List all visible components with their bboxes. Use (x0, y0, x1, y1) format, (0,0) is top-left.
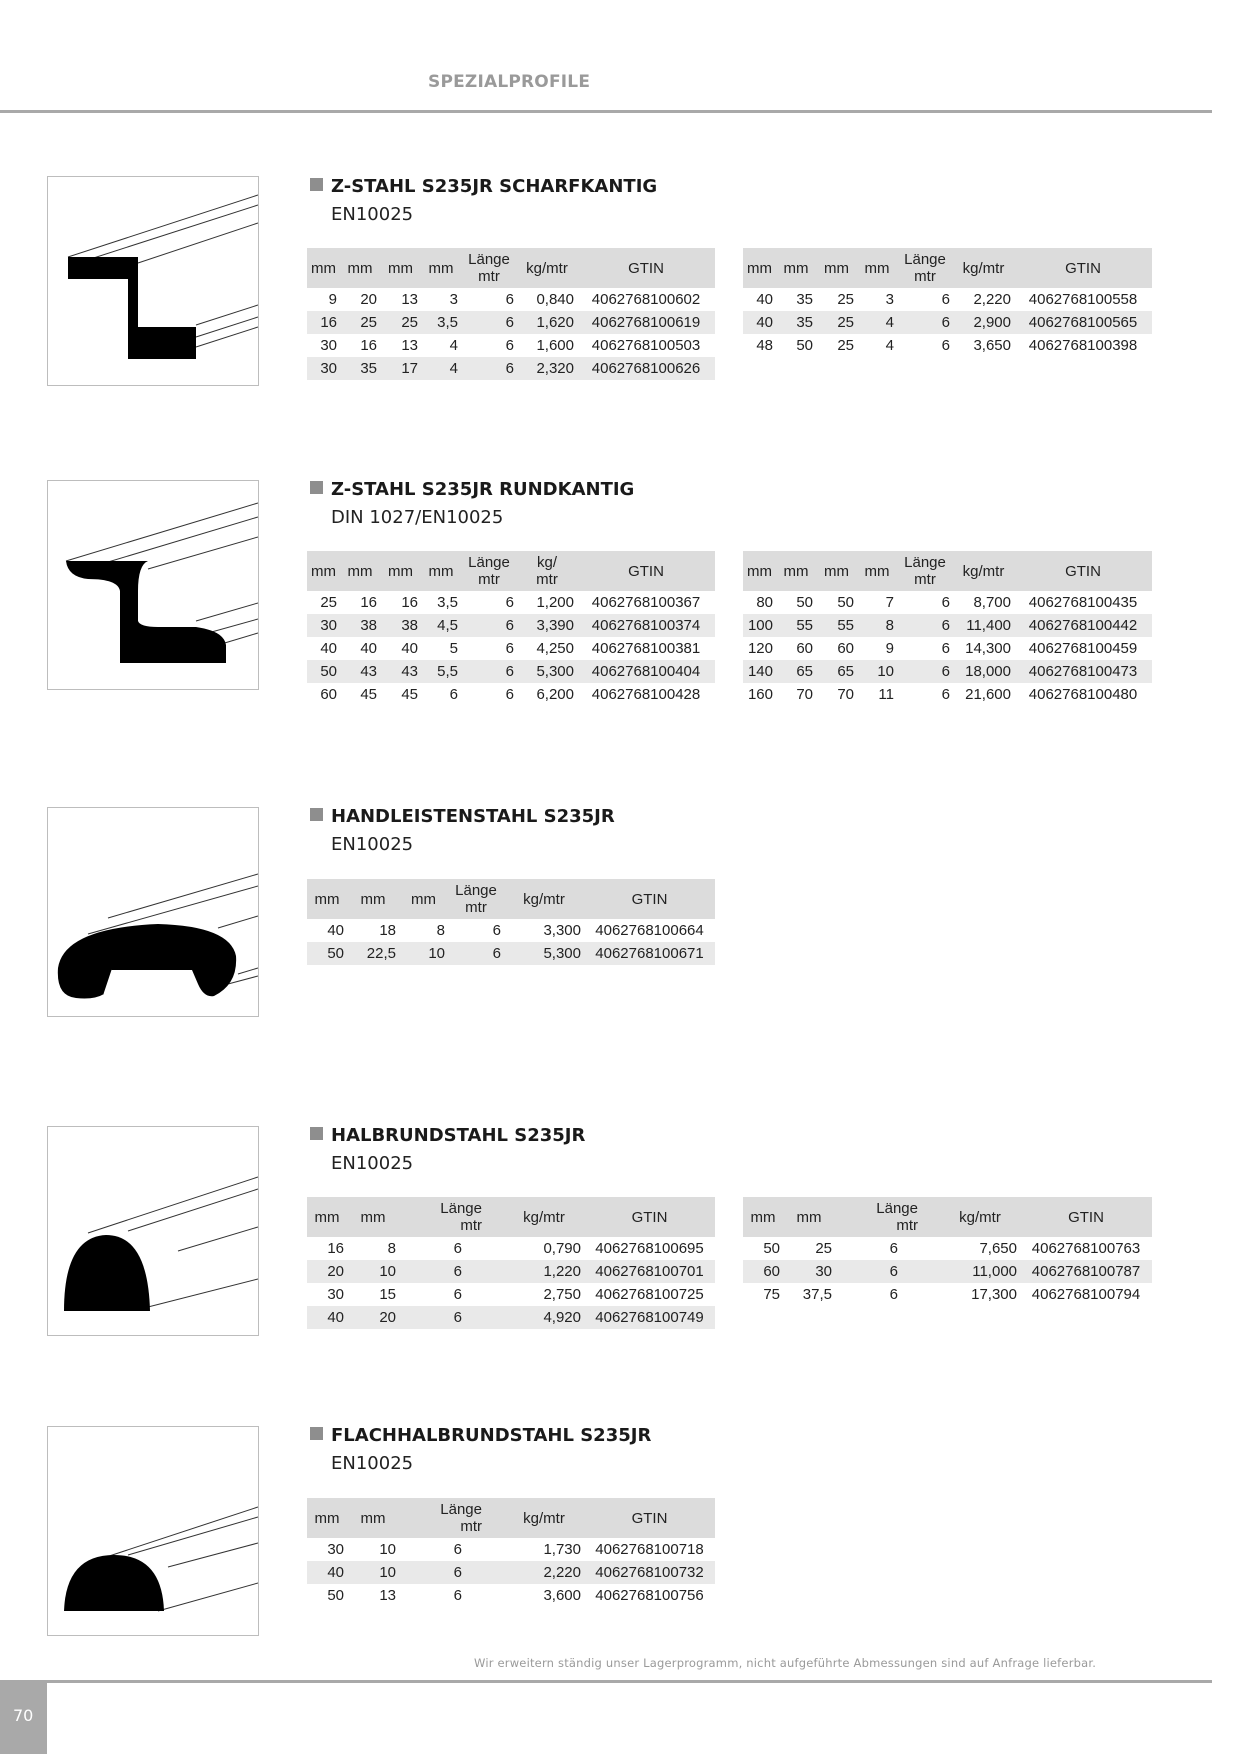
table-cell: 70 (837, 686, 854, 703)
table-cell: 3 (449, 291, 458, 308)
table-cell: 2,750 (543, 1286, 581, 1303)
table-body (743, 1237, 1152, 1306)
table-cell: 6 (453, 1286, 462, 1303)
table-row (743, 288, 1152, 311)
table-cell: 37,5 (802, 1286, 832, 1303)
gtin-cell: 4062768100367 (591, 594, 701, 611)
table-cell: 45 (360, 686, 377, 703)
table-cell: 4,920 (504, 1306, 584, 1329)
table-cell: 50 (327, 1587, 344, 1604)
table-cell: 25 (320, 594, 337, 611)
table-cell: 38 (340, 614, 380, 637)
table-cell: 6 (505, 640, 514, 657)
table-cell: 16 (327, 1240, 344, 1257)
table-cell: 30 (307, 614, 340, 637)
table-cell: 3,5 (437, 594, 458, 611)
table-cell: 4,5 (421, 614, 461, 637)
table-cell: 50 (307, 660, 340, 683)
table-cell: 8 (436, 922, 445, 939)
table-cell: 6 (941, 640, 950, 657)
table-cell: 6 (461, 660, 517, 683)
table-cell: 6 (835, 1260, 940, 1283)
section-norm: EN10025 (331, 204, 414, 225)
table-cell: 2,320 (517, 357, 577, 380)
table-cell: 30 (327, 1286, 344, 1303)
table-cell: 30 (320, 337, 337, 354)
table-cell: 65 (776, 660, 816, 683)
table-cell: 40 (360, 640, 377, 657)
table-cell: 10 (379, 1541, 396, 1558)
table-cell: 0,840 (536, 291, 574, 308)
gtin-cell: 4062768100695 (595, 1240, 704, 1257)
table-cell: 30 (327, 1541, 344, 1558)
table-cell: 120 (747, 640, 773, 657)
spec-table-right: mm mm mm mm Länge mtr kg/mtr GTIN 40 35 25 3 6 2,220 4062768100558 40 35 25 4 6 2,900 4062768100565 48 50 25 4 6 3,650 4062768100398 (743, 248, 1152, 357)
table-cell: 3,300 (543, 922, 581, 939)
table-cell: 0,790 (543, 1240, 581, 1257)
gtin-cell: 4062768100480 (1028, 686, 1138, 703)
half-round-profile-icon (47, 1126, 259, 1336)
section-norm: EN10025 (331, 834, 414, 855)
table-row (307, 942, 715, 965)
table-cell: 9 (885, 640, 894, 657)
gtin-cell: 4062768100671 (584, 942, 715, 965)
gtin-cell: 4062768100794 (1031, 1286, 1141, 1303)
table-cell: 6 (941, 337, 950, 354)
table-cell: 50 (796, 594, 813, 611)
header-divider (0, 110, 1212, 113)
table-cell: 60 (837, 640, 854, 657)
table-body (307, 1538, 715, 1607)
table-cell: 17,300 (971, 1286, 1017, 1303)
table-cell: 11 (878, 686, 894, 703)
table-cell: 40 (327, 922, 344, 939)
gtin-cell: 4062768100787 (1020, 1260, 1152, 1283)
table-body (307, 919, 715, 965)
bullet-square-icon (310, 1427, 323, 1440)
table-cell: 35 (340, 357, 380, 380)
table-row (307, 1538, 715, 1561)
section-title: HANDLEISTENSTAHL S235JR (310, 806, 615, 830)
table-cell: 16 (360, 337, 377, 354)
table-row (307, 1283, 715, 1306)
table-cell: 9 (328, 291, 337, 308)
table-cell: 4 (885, 337, 894, 354)
spec-table-left: mm mm Länge mtr kg/mtr GTIN 16 8 6 0,790 4062768100695 20 10 6 1,220 4062768100701 30 15 6 2,750 4062768100725 40 20 6 4,920 4062768100749 (307, 1197, 715, 1329)
table-cell: 18,000 (953, 660, 1014, 683)
table-cell: 6 (505, 291, 514, 308)
table-cell: 6 (889, 1286, 898, 1303)
table-cell: 50 (796, 337, 813, 354)
table-row (307, 614, 715, 637)
table-cell: 8,700 (973, 594, 1011, 611)
table-cell: 14,300 (965, 640, 1011, 657)
spec-table-left: mm mm Länge mtr kg/mtr GTIN 30 10 6 1,730 4062768100718 40 10 6 2,220 4062768100732 50 13 6 3,600 4062768100756 (307, 1498, 715, 1607)
table-cell: 6 (449, 686, 458, 703)
table-body (743, 288, 1152, 357)
section-norm: DIN 1027/EN10025 (331, 507, 504, 528)
handrail-profile-icon (47, 807, 259, 1017)
table-cell: 6 (461, 311, 517, 334)
table-cell: 50 (837, 594, 854, 611)
table-cell: 6 (399, 1260, 504, 1283)
table-body (307, 591, 715, 706)
table-row (743, 1283, 1152, 1306)
spec-table-right: mm mm mm mm Länge mtr kg/mtr GTIN 80 50 50 7 6 8,700 4062768100435 100 55 55 8 6 11,400 4062768100442 120 60 60 9 6 14,300 4062768100459 140 65 65 10 6 18,000 4062768100473 160 70 70 11 6 21,600 4062768100480 (743, 551, 1152, 706)
table-cell: 1,200 (536, 594, 574, 611)
footer-note: Wir erweitern ständig unser Lagerprogramm, nicht aufgeführte Abmessungen sind auf Anfrage lieferbar. (474, 1656, 1097, 1670)
table-cell: 6 (505, 594, 514, 611)
table-cell: 3,600 (543, 1587, 581, 1604)
table-cell: 11,000 (940, 1260, 1020, 1283)
table-cell: 6 (897, 311, 953, 334)
gtin-cell: 4062768100565 (1014, 311, 1152, 334)
table-cell: 5,300 (504, 942, 584, 965)
table-cell: 1,220 (504, 1260, 584, 1283)
table-cell: 18 (379, 922, 396, 939)
table-cell: 2,220 (973, 291, 1011, 308)
table-row (307, 334, 715, 357)
table-cell: 160 (747, 686, 773, 703)
table-cell: 20 (347, 1306, 399, 1329)
table-cell: 25 (340, 311, 380, 334)
table-cell: 6 (453, 1541, 462, 1558)
table-cell: 50 (307, 942, 347, 965)
table-cell: 15 (379, 1286, 396, 1303)
table-row (307, 357, 715, 380)
table-cell: 16 (360, 594, 377, 611)
table-cell: 25 (837, 337, 854, 354)
gtin-cell: 4062768100664 (595, 922, 704, 939)
gtin-cell: 4062768100442 (1014, 614, 1152, 637)
table-cell: 40 (756, 291, 773, 308)
table-row (307, 660, 715, 683)
table-cell: 5,5 (421, 660, 461, 683)
bullet-square-icon (310, 481, 323, 494)
gtin-cell: 4062768100749 (584, 1306, 715, 1329)
table-cell: 17 (380, 357, 421, 380)
gtin-cell: 4062768100725 (595, 1286, 704, 1303)
gtin-cell: 4062768100732 (584, 1561, 715, 1584)
table-row (743, 683, 1152, 706)
gtin-cell: 4062768100381 (591, 640, 701, 657)
page-header-title: SPEZIALPROFILE (428, 72, 591, 92)
table-cell: 2,220 (504, 1561, 584, 1584)
table-cell: 38 (380, 614, 421, 637)
table-row (307, 1561, 715, 1584)
table-cell: 6 (897, 660, 953, 683)
table-row (743, 591, 1152, 614)
gtin-cell: 4062768100602 (591, 291, 701, 308)
table-cell: 6 (399, 1561, 504, 1584)
table-row (307, 1237, 715, 1260)
table-cell: 140 (743, 660, 776, 683)
table-cell: 8 (387, 1240, 396, 1257)
table-cell: 6 (399, 1306, 504, 1329)
page-number-box (0, 1680, 47, 1754)
table-cell: 60 (320, 686, 337, 703)
table-cell: 6 (453, 1240, 462, 1257)
gtin-cell: 4062768100718 (595, 1541, 704, 1558)
gtin-cell: 4062768100756 (595, 1587, 704, 1604)
gtin-cell: 4062768100473 (1014, 660, 1152, 683)
table-row (743, 1237, 1152, 1260)
table-cell: 10 (857, 660, 897, 683)
bullet-square-icon (310, 808, 323, 821)
z-profile-sharp-icon (47, 176, 259, 386)
gtin-cell: 4062768100374 (577, 614, 715, 637)
table-cell: 45 (401, 686, 418, 703)
table-row (307, 919, 715, 942)
table-cell: 6 (461, 614, 517, 637)
table-row (743, 637, 1152, 660)
table-cell: 6 (448, 942, 504, 965)
gtin-cell: 4062768100701 (584, 1260, 715, 1283)
gtin-cell: 4062768100404 (577, 660, 715, 683)
table-cell: 40 (320, 640, 337, 657)
table-cell: 1,730 (543, 1541, 581, 1558)
table-cell: 20 (307, 1260, 347, 1283)
table-cell: 25 (816, 311, 857, 334)
gtin-cell: 4062768100398 (1028, 337, 1138, 354)
spec-table-right: mm mm Länge mtr kg/mtr GTIN 50 25 6 7,650 4062768100763 60 30 6 11,000 4062768100787 75 37,5 6 17,300 4062768100794 (743, 1197, 1152, 1306)
page-number: 70 (13, 1706, 34, 1725)
table-cell: 16 (401, 594, 418, 611)
bullet-square-icon (310, 1127, 323, 1140)
table-cell: 7 (885, 594, 894, 611)
section-title: HALBRUNDSTAHL S235JR (310, 1125, 585, 1149)
table-cell: 4 (857, 311, 897, 334)
table-cell: 60 (796, 640, 813, 657)
gtin-cell: 4062768100435 (1028, 594, 1138, 611)
table-cell: 4 (421, 357, 461, 380)
table-cell: 3,390 (517, 614, 577, 637)
table-cell: 10 (399, 942, 448, 965)
table-cell: 6 (941, 686, 950, 703)
table-body (743, 591, 1152, 706)
table-row (307, 637, 715, 660)
table-row (307, 1584, 715, 1607)
table-cell: 60 (743, 1260, 783, 1283)
table-cell: 40 (743, 311, 776, 334)
table-body (307, 288, 715, 380)
table-cell: 7,650 (979, 1240, 1017, 1257)
table-cell: 6 (897, 614, 953, 637)
table-cell: 43 (380, 660, 421, 683)
table-cell: 2,900 (953, 311, 1014, 334)
table-cell: 13 (401, 337, 418, 354)
table-cell: 20 (360, 291, 377, 308)
table-cell: 5 (449, 640, 458, 657)
table-cell: 25 (837, 291, 854, 308)
table-cell: 43 (340, 660, 380, 683)
gtin-cell: 4062768100428 (591, 686, 701, 703)
table-cell: 16 (307, 311, 340, 334)
gtin-cell: 4062768100763 (1031, 1240, 1141, 1257)
table-cell: 25 (815, 1240, 832, 1257)
table-body (307, 1237, 715, 1329)
table-cell: 6 (461, 357, 517, 380)
spec-table-left: mm mm mm mm Länge mtr kg/mtr GTIN 9 20 13 3 6 0,840 4062768100602 16 25 25 3,5 6 1,620 4062768100619 30 16 13 4 6 1,600 4062768100503 30 35 17 4 6 2,320 4062768100626 (307, 248, 715, 380)
footer-divider (47, 1680, 1212, 1683)
table-cell: 22,5 (347, 942, 399, 965)
table-row (307, 683, 715, 706)
table-row (743, 1260, 1152, 1283)
table-cell: 4,250 (536, 640, 574, 657)
table-cell: 4 (449, 337, 458, 354)
table-cell: 6 (889, 1240, 898, 1257)
table-cell: 75 (763, 1286, 780, 1303)
table-cell: 6 (941, 594, 950, 611)
spec-table-left: mm mm mm Länge mtr kg/mtr GTIN 40 18 8 6 3,300 4062768100664 50 22,5 10 6 5,300 4062768100671 (307, 879, 715, 965)
table-cell: 6 (453, 1587, 462, 1604)
table-cell: 8 (857, 614, 897, 637)
table-cell: 50 (763, 1240, 780, 1257)
flat-half-round-profile-icon (47, 1426, 259, 1636)
section-title: FLACHHALBRUNDSTAHL S235JR (310, 1425, 651, 1449)
table-cell: 40 (307, 1306, 347, 1329)
section-title: Z-STAHL S235JR SCHARFKANTIG (310, 176, 657, 200)
table-cell: 3,5 (421, 311, 461, 334)
bullet-square-icon (310, 178, 323, 191)
table-cell: 1,620 (517, 311, 577, 334)
table-cell: 40 (401, 640, 418, 657)
table-cell: 65 (816, 660, 857, 683)
table-row (743, 311, 1152, 334)
table-cell: 25 (380, 311, 421, 334)
table-cell: 3,650 (973, 337, 1011, 354)
table-row (743, 334, 1152, 357)
table-cell: 13 (379, 1587, 396, 1604)
table-cell: 55 (776, 614, 816, 637)
table-row (307, 1260, 715, 1283)
table-cell: 6 (505, 686, 514, 703)
section-norm: EN10025 (331, 1453, 414, 1474)
gtin-cell: 4062768100459 (1028, 640, 1138, 657)
gtin-cell: 4062768100503 (591, 337, 701, 354)
table-cell: 35 (796, 291, 813, 308)
gtin-cell: 4062768100626 (577, 357, 715, 380)
table-cell: 80 (756, 594, 773, 611)
table-cell: 5,300 (517, 660, 577, 683)
z-profile-round-icon (47, 480, 259, 690)
table-cell: 35 (776, 311, 816, 334)
gtin-cell: 4062768100619 (577, 311, 715, 334)
section-norm: EN10025 (331, 1153, 414, 1174)
table-cell: 30 (783, 1260, 835, 1283)
table-cell: 21,600 (965, 686, 1011, 703)
table-cell: 6 (941, 291, 950, 308)
table-cell: 10 (347, 1260, 399, 1283)
table-cell: 6 (505, 337, 514, 354)
gtin-cell: 4062768100558 (1028, 291, 1138, 308)
section-title: Z-STAHL S235JR RUNDKANTIG (310, 479, 634, 503)
table-cell: 40 (307, 1561, 347, 1584)
table-cell: 1,600 (536, 337, 574, 354)
table-row (307, 591, 715, 614)
table-cell: 55 (816, 614, 857, 637)
table-row (307, 1306, 715, 1329)
table-row (307, 311, 715, 334)
table-row (743, 660, 1152, 683)
table-cell: 48 (756, 337, 773, 354)
table-cell: 3 (885, 291, 894, 308)
table-cell: 13 (401, 291, 418, 308)
table-cell: 10 (347, 1561, 399, 1584)
table-cell: 100 (743, 614, 776, 637)
table-row (307, 288, 715, 311)
table-cell: 30 (307, 357, 340, 380)
table-cell: 6 (492, 922, 501, 939)
spec-table-left: mm mm mm mm Länge mtr kg/ mtr GTIN 25 16 16 3,5 6 1,200 4062768100367 30 38 38 4,5 6 3,390 4062768100374 40 40 40 5 6 4,250 4062768100381 50 43 43 5,5 6 5,300 4062768100404 60 45 45 6 6 6,200 4062768100428 (307, 551, 715, 706)
table-cell: 11,400 (953, 614, 1014, 637)
table-cell: 6,200 (536, 686, 574, 703)
table-cell: 70 (796, 686, 813, 703)
table-row (743, 614, 1152, 637)
